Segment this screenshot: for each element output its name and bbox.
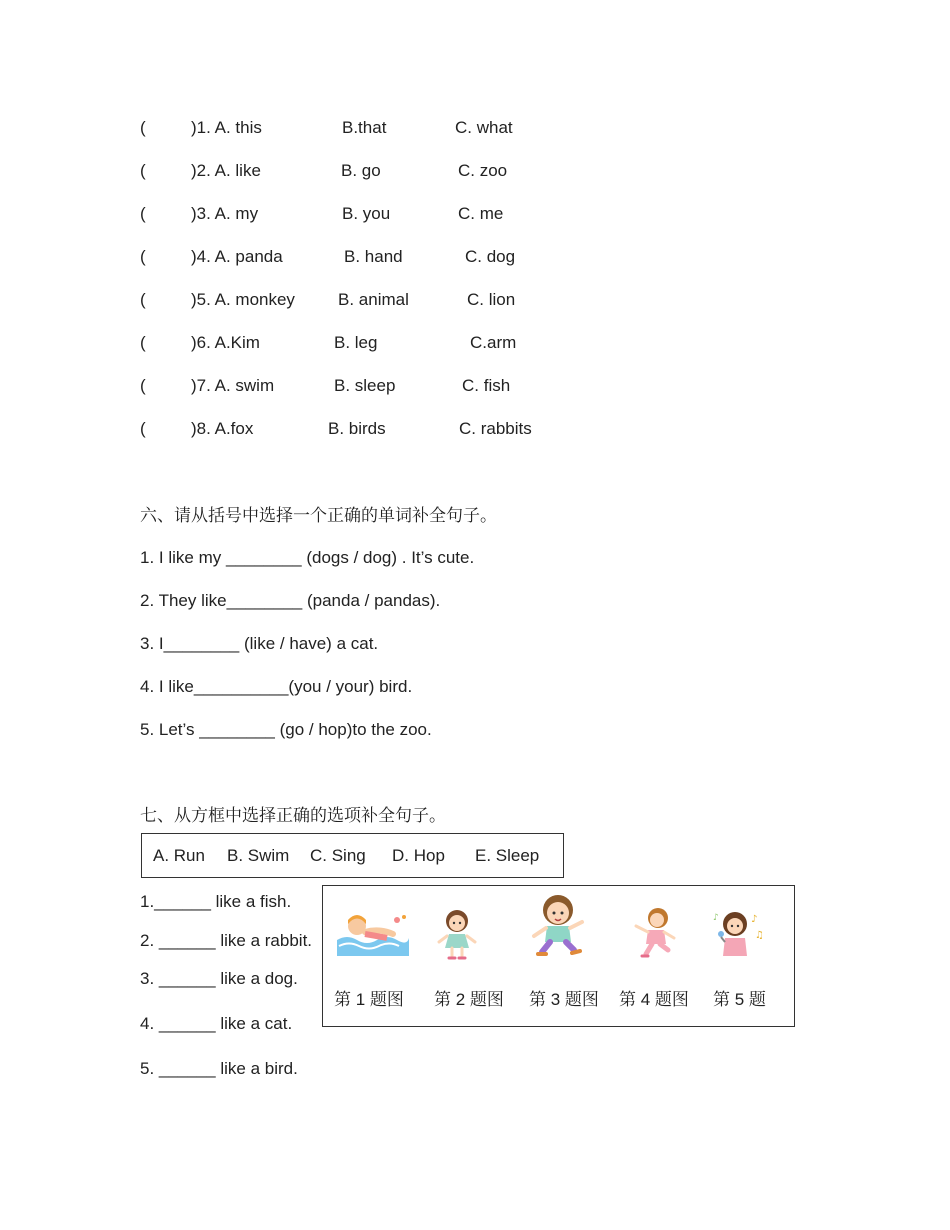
girl-picture: [435, 908, 479, 960]
pictures-box: [322, 885, 795, 1027]
fill-sentence: 5. Let’s ________ (go / hop)to the zoo.: [140, 720, 432, 739]
mc-option-a: )3. A. my: [191, 204, 259, 223]
mc-option-c: C. what: [455, 118, 513, 137]
fill-sentence: 3. I________ (like / have) a cat.: [140, 634, 379, 653]
sentence-item: 2. ______ like a rabbit.: [140, 931, 313, 950]
mc-option-a: )4. A. panda: [191, 247, 283, 266]
option-b: B. Swim: [227, 846, 290, 865]
option-d: D. Hop: [392, 846, 445, 865]
mc-option-b: B. you: [342, 204, 391, 223]
mc-option-c: C. rabbits: [459, 419, 532, 438]
mc-option-b: B. go: [341, 161, 381, 180]
sentence-item: 3. ______ like a dog.: [140, 969, 298, 988]
section7-title: 七、从方框中选择正确的选项补全句子。: [140, 806, 446, 825]
fill-sentence: 1. I like my ________ (dogs / dog) . It’s cute.: [140, 548, 475, 567]
hopping-girl-picture: [628, 904, 680, 960]
mc-option-b: B. birds: [328, 419, 386, 438]
mc-option-b: B.that: [342, 118, 387, 137]
swimming-child-picture: [335, 908, 409, 958]
mc-paren: (: [140, 118, 146, 137]
mc-paren: (: [140, 376, 146, 395]
mc-paren: (: [140, 419, 146, 438]
mc-option-b: B. leg: [334, 333, 378, 352]
mc-option-b: B. sleep: [334, 376, 396, 395]
option-e: E. Sleep: [475, 846, 540, 865]
mc-option-c: C. lion: [467, 290, 516, 309]
mc-option-c: C.arm: [470, 333, 517, 352]
mc-option-a: )5. A. monkey: [191, 290, 295, 309]
mc-option-a: )7. A. swim: [191, 376, 275, 395]
fill-sentence: 2. They like________ (panda / pandas).: [140, 591, 441, 610]
mc-paren: (: [140, 290, 146, 309]
option-a: A. Run: [153, 846, 205, 865]
mc-option-c: C. dog: [465, 247, 516, 266]
sentence-item: 4. ______ like a cat.: [140, 1014, 293, 1033]
mc-paren: (: [140, 161, 146, 180]
mc-paren: (: [140, 247, 146, 266]
svg-text:♪: ♪: [751, 914, 758, 925]
mc-paren: (: [140, 204, 146, 223]
mc-option-b: B. hand: [344, 247, 403, 266]
options-box: [141, 833, 564, 878]
running-boy-picture: [528, 892, 588, 958]
mc-option-b: B. animal: [338, 290, 409, 309]
mc-paren: (: [140, 333, 146, 352]
sentence-item: 5. ______ like a bird.: [140, 1059, 298, 1078]
picture-caption: 第 2 题图: [434, 990, 504, 1009]
mc-option-a: )8. A.fox: [191, 419, 254, 438]
option-c: C. Sing: [310, 846, 366, 865]
mc-option-a: )6. A.Kim: [191, 333, 260, 352]
svg-text:♫: ♫: [755, 930, 764, 941]
fill-sentence: 4. I like__________(you / your) bird.: [140, 677, 413, 696]
section6-title: 六、请从括号中选择一个正确的单词补全句子。: [140, 506, 497, 525]
svg-text:♪: ♪: [713, 913, 719, 923]
picture-caption: 第 5 题: [713, 990, 766, 1009]
mc-option-a: )2. A. like: [191, 161, 261, 180]
picture-caption: 第 1 题图: [334, 990, 404, 1009]
mc-option-c: C. fish: [462, 376, 511, 395]
picture-caption: 第 4 题图: [619, 990, 689, 1009]
sentence-item: 1.______ like a fish.: [140, 892, 292, 911]
mc-option-a: )1. A. this: [191, 118, 262, 137]
singing-girl-picture: [711, 908, 763, 960]
picture-caption: 第 3 题图: [529, 990, 599, 1009]
mc-option-c: C. zoo: [458, 161, 508, 180]
mc-option-c: C. me: [458, 204, 504, 223]
